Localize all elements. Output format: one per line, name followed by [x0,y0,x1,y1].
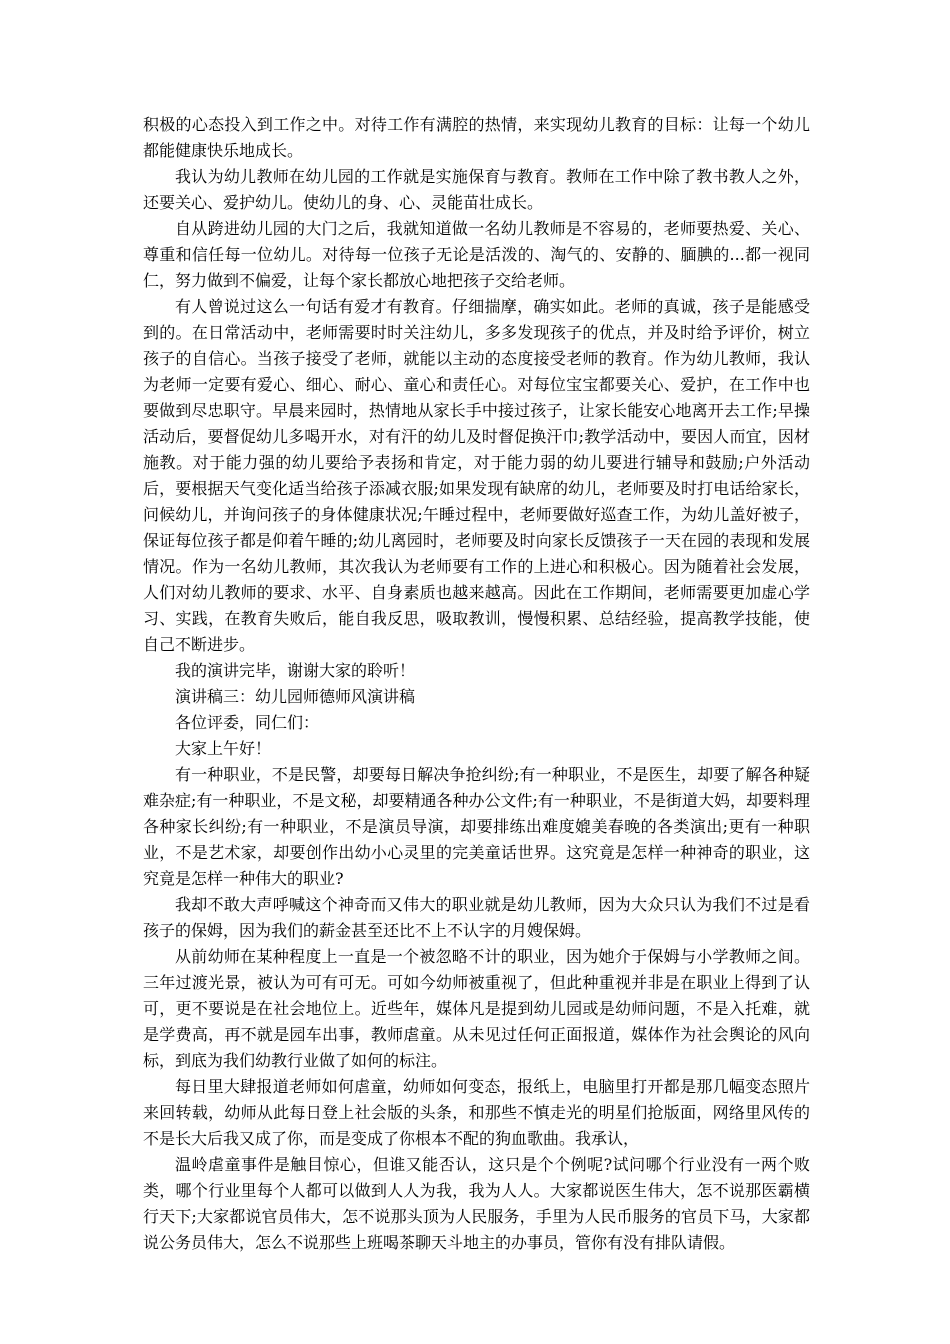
paragraph: 温岭虐童事件是触目惊心，但谁又能否认，这只是个个例呢?试问哪个行业没有一两个败类，哪个行业里每个人都可以做到人人为我，我为人人。大家都说医生伟大，怎不说那医霸横行天下;大家都说官员伟大，怎不说那头顶为人民服务，手里为人民币服务的官员下马，大家都说公务员伟大，怎么不说那些上班喝茶聊天斗地主的办事员，管你有没有排队请假。 [143,1155,810,1252]
paragraph: 有人曾说过这么一句话有爱才有教育。仔细揣摩，确实如此。老师的真诚，孩子是能感受到的。在日常活动中，老师需要时时关注幼儿，多多发现孩子的优点，并及时给予评价，树立孩子的自信心。当孩子接受了老师，就能以主动的态度接受老师的教育。作为幼儿教师，我认为老师一定要有爱心、细心、耐心、童心和责任心。对每位宝宝都要关心、爱护，在工作中也要做到尽忠职守。早晨来园时，热情地从家长手中接过孩子，让家长能安心地离开去工作;早操活动后，要督促幼儿多喝开水，对有汗的幼儿及时督促换汗巾;教学活动中，要因人而宜，因材施教。对于能力强的幼儿要给予表扬和肯定，对于能力弱的幼儿要进行辅导和鼓励;户外活动后，要根据天气变化适当给孩子添减衣服;如果发现有缺席的幼儿，老师要及时打电话给家长，问候幼儿，并询问孩子的身体健康状况;午睡过程中，老师要做好巡查工作，为幼儿盖好被子，保证每位孩子都是仰着午睡的;幼儿离园时，老师要及时向家长反馈孩子一天在园的表现和发展情况。作为一名幼儿教师，其次我认为老师要有工作的上进心和积极心。因为随着社会发展，人们对幼儿教师的要求、水平、自身素质也越来越高。因此在工作期间，老师需要更加虚心学习、实践，在教育失败后，能自我反思，吸取教训，慢慢积累、总结经验，提高教学技能，使自己不断进步。 [143,297,810,654]
paragraph: 自从跨进幼儿园的大门之后，我就知道做一名幼儿教师是不容易的，老师要热爱、关心、尊重和信任每一位幼儿。对待每一位孩子无论是活泼的、淘气的、安静的、腼腆的...都一视同仁，努力做到不偏爱，让每个家长都放心地把孩子交给老师。 [143,219,810,290]
paragraph: 从前幼师在某种程度上一直是一个被忽略不计的职业，因为她介于保姆与小学教师之间。三年过渡光景，被认为可有可无。可如今幼师被重视了，但此种重视并非是在职业上得到了认可，更不要说是在社会地位上。近些年，媒体凡是提到幼儿园或是幼师问题，不是入托难，就是学费高，再不就是园车出事，教师虐童。从未见过任何正面报道，媒体作为社会舆论的风向标，到底为我们幼教行业做了如何的标注。 [143,947,810,1070]
paragraph: 每日里大肆报道老师如何虐童，幼师如何变态，报纸上，电脑里打开都是那几幅变态照片来回转载，幼师从此每日登上社会版的头条，和那些不慎走光的明星们抢版面，网络里风传的不是长大后我又成了你，而是变成了你根本不配的狗血歌曲。我承认， [143,1077,810,1148]
paragraph-continued: 积极的心态投入到工作之中。对待工作有满腔的热情，来实现幼儿教育的目标：让每一个幼儿都能健康快乐地成长。 [143,115,810,160]
salutation: 各位评委，同仁们： [175,713,320,732]
speech-title: 演讲稿三：幼儿园师德师风演讲稿 [175,687,416,706]
paragraph: 我却不敢大声呼喊这个神奇而又伟大的职业就是幼儿教师，因为大众只认为我们不过是看孩子的保姆，因为我们的薪金甚至还比不上不认字的月嫂保姆。 [143,895,810,940]
paragraph: 我认为幼儿教师在幼儿园的工作就是实施保育与教育。教师在工作中除了教书教人之外，还要关心、爱护幼儿。使幼儿的身、心、灵能苗壮成长。 [143,167,810,212]
document-body [143,112,810,1256]
greeting: 大家上午好！ [175,739,272,758]
paragraph: 有一种职业，不是民警，却要每日解决争抢纠纷;有一种职业，不是医生，却要了解各种疑难杂症;有一种职业，不是文秘，却要精通各种办公文件;有一种职业，不是街道大妈，却要料理各种家长纠纷;有一种职业，不是演员导演，却要排练出难度媲美春晚的各类演出;更有一种职业，不是艺术家，却要创作出幼小心灵里的完美童话世界。这究竟是怎样一种神奇的职业，这究竟是怎样一种伟大的职业? [143,765,810,888]
paragraph: 我的演讲完毕，谢谢大家的聆听！ [175,661,416,680]
